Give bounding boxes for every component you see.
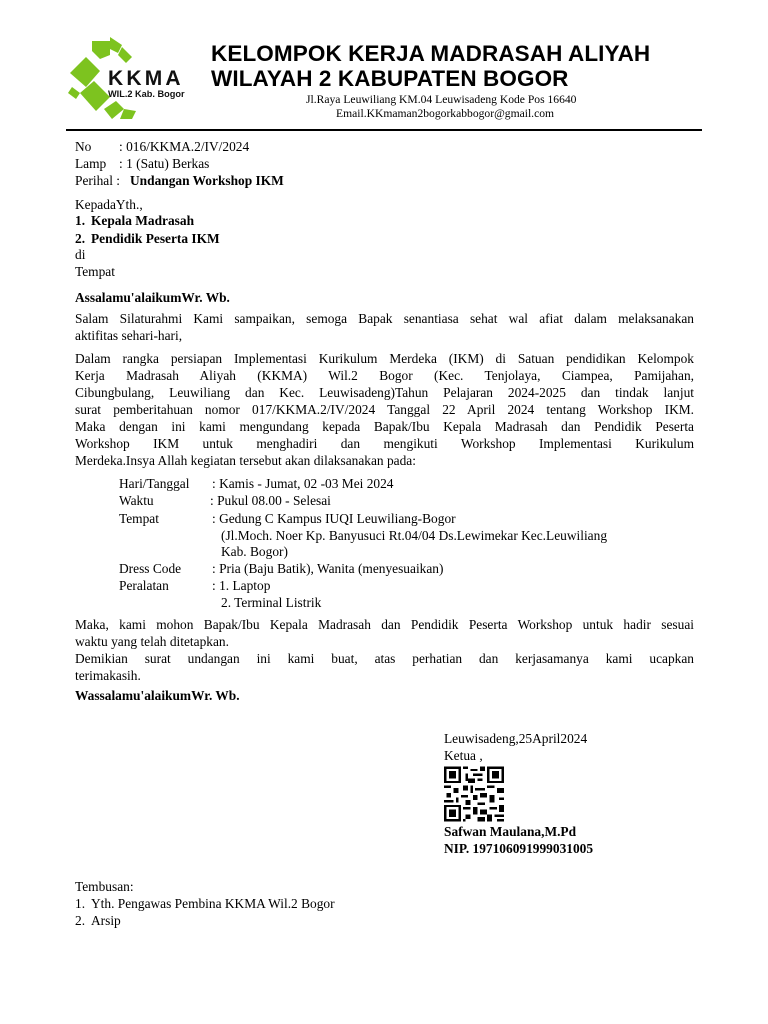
body-paragraph-1-line-2: aktifitas sehari-hari,: [75, 328, 183, 343]
event-date-label: Hari/Tanggal: [119, 476, 190, 491]
org-name-line-1: KELOMPOK KERJA MADRASAH ALIYAH: [211, 41, 651, 66]
cc-number-1: 1.: [75, 896, 86, 911]
recipient-number-1: 1.: [75, 213, 86, 228]
event-place-value: : Gedung C Kampus IUQI Leuwiliang-Bogor: [212, 511, 456, 526]
org-address: Jl.Raya Leuwiliang KM.04 Leuwisadeng Kode Pos 16640: [306, 93, 577, 106]
attachment-value: : 1 (Satu) Berkas: [119, 156, 210, 171]
subject-value: Undangan Workshop IKM: [130, 173, 284, 188]
signature-place-date: Leuwisadeng,25April2024: [444, 731, 588, 746]
signature-qr-code-icon: [444, 766, 504, 822]
body-paragraph-2-line-1: Dalam rangka persiapan Implementasi Kurikulum Merdeka (IKM) di Satuan pendidikan Kelompok: [75, 351, 694, 366]
event-place-label: Tempat: [119, 511, 159, 526]
event-time-value: : Pukul 08.00 - Selesai: [210, 493, 331, 508]
org-name-line-2: WILAYAH 2 KABUPATEN BOGOR: [211, 66, 569, 91]
event-equipment-label: Peralatan: [119, 578, 169, 593]
cc-item-1: Yth. Pengawas Pembina KKMA Wil.2 Bogor: [91, 896, 335, 911]
body-paragraph-2-line-6: Workshop IKM untuk menghadiri dan mengikuti Workshop Implementasi Kurikulum: [75, 436, 694, 451]
event-equipment-value-1: : 1. Laptop: [212, 578, 271, 593]
logo-main-text: KKMA: [108, 67, 184, 90]
closing-line-4: terimakasih.: [75, 668, 141, 683]
recipient-item-2: Pendidik Peserta IKM: [91, 231, 220, 246]
body-paragraph-2-line-3: Cibungbulang, Leuwiliang dan Kec. Leuwisadeng)Tahun Pelajaran 2024-2025 dan tindak lanjut: [75, 385, 694, 400]
signature-name: Safwan Maulana,M.Pd: [444, 824, 577, 839]
event-dress-label: Dress Code: [119, 561, 182, 576]
event-date-value: : Kamis - Jumat, 02 -03 Mei 2024: [212, 476, 394, 491]
logo-sub-text: WIL.2 Kab. Bogor: [108, 89, 185, 99]
letter-number-label: No: [75, 139, 92, 154]
body-paragraph-1-line-1: Salam Silaturahmi Kami sampaikan, semoga Bapak senantiasa sehat wal afiat dalam melaksanakan: [75, 311, 694, 326]
closing-line-3: Demikian surat undangan ini kami buat, atas perhatian dan kerjasamanya kami ucapkan: [75, 651, 694, 666]
kkma-logo: [66, 35, 204, 123]
signature-nip: NIP. 197106091999031005: [444, 841, 594, 856]
recipient-place: Tempat: [75, 264, 115, 279]
cc-number-2: 2.: [75, 913, 86, 928]
event-place-detail-1: (Jl.Moch. Noer Kp. Banyusuci Rt.04/04 Ds.Lewimekar Kec.Leuwiliang: [221, 528, 608, 543]
opening-salutation: Assalamu'alaikumWr. Wb.: [75, 290, 230, 305]
letterhead-divider: [66, 129, 702, 131]
recipient-di: di: [75, 247, 86, 262]
attachment-label: Lamp: [75, 156, 107, 171]
closing-line-2: waktu yang telah ditetapkan.: [75, 634, 229, 649]
body-paragraph-2-line-5: Maka dengan ini kami mengundang kepada Bapak/Ibu Kepala Madrasah dan Pendidik Peserta: [75, 419, 694, 434]
cc-item-2: Arsip: [91, 913, 121, 928]
event-place-detail-2: Kab. Bogor): [221, 544, 288, 559]
body-paragraph-2-line-4: surat pemberitahuan nomor 017/KKMA.2/IV/2024 Tanggal 22 April 2024 tentang Workshop IKM.: [75, 402, 694, 417]
body-paragraph-2-line-2: Kerja Madrasah Aliyah (KKMA) Wil.2 Bogor (Kec. Tenjolaya, Ciampea, Pamijahan,: [75, 368, 694, 383]
body-paragraph-2-line-7: Merdeka.Insya Allah kegiatan tersebut akan dilaksanakan pada:: [75, 453, 416, 468]
event-equipment-value-2: 2. Terminal Listrik: [221, 595, 322, 610]
recipient-item-1: Kepala Madrasah: [91, 213, 195, 228]
recipient-greeting: KepadaYth.,: [75, 197, 143, 212]
closing-salutation: Wassalamu'alaikumWr. Wb.: [75, 688, 240, 703]
cc-title: Tembusan:: [75, 879, 134, 894]
subject-label: Perihal :: [75, 173, 120, 188]
org-email: Email.KKmaman2bogorkabbogor@gmail.com: [336, 107, 555, 120]
recipient-number-2: 2.: [75, 231, 86, 246]
event-dress-value: : Pria (Baju Batik), Wanita (menyesuaikan): [212, 561, 444, 576]
letter-number-value: : 016/KKMA.2/IV/2024: [119, 139, 250, 154]
signature-position: Ketua ,: [444, 748, 483, 763]
event-time-label: Waktu: [119, 493, 154, 508]
closing-line-1: Maka, kami mohon Bapak/Ibu Kepala Madrasah dan Pendidik Peserta Workshop untuk hadir sesuai: [75, 617, 694, 632]
